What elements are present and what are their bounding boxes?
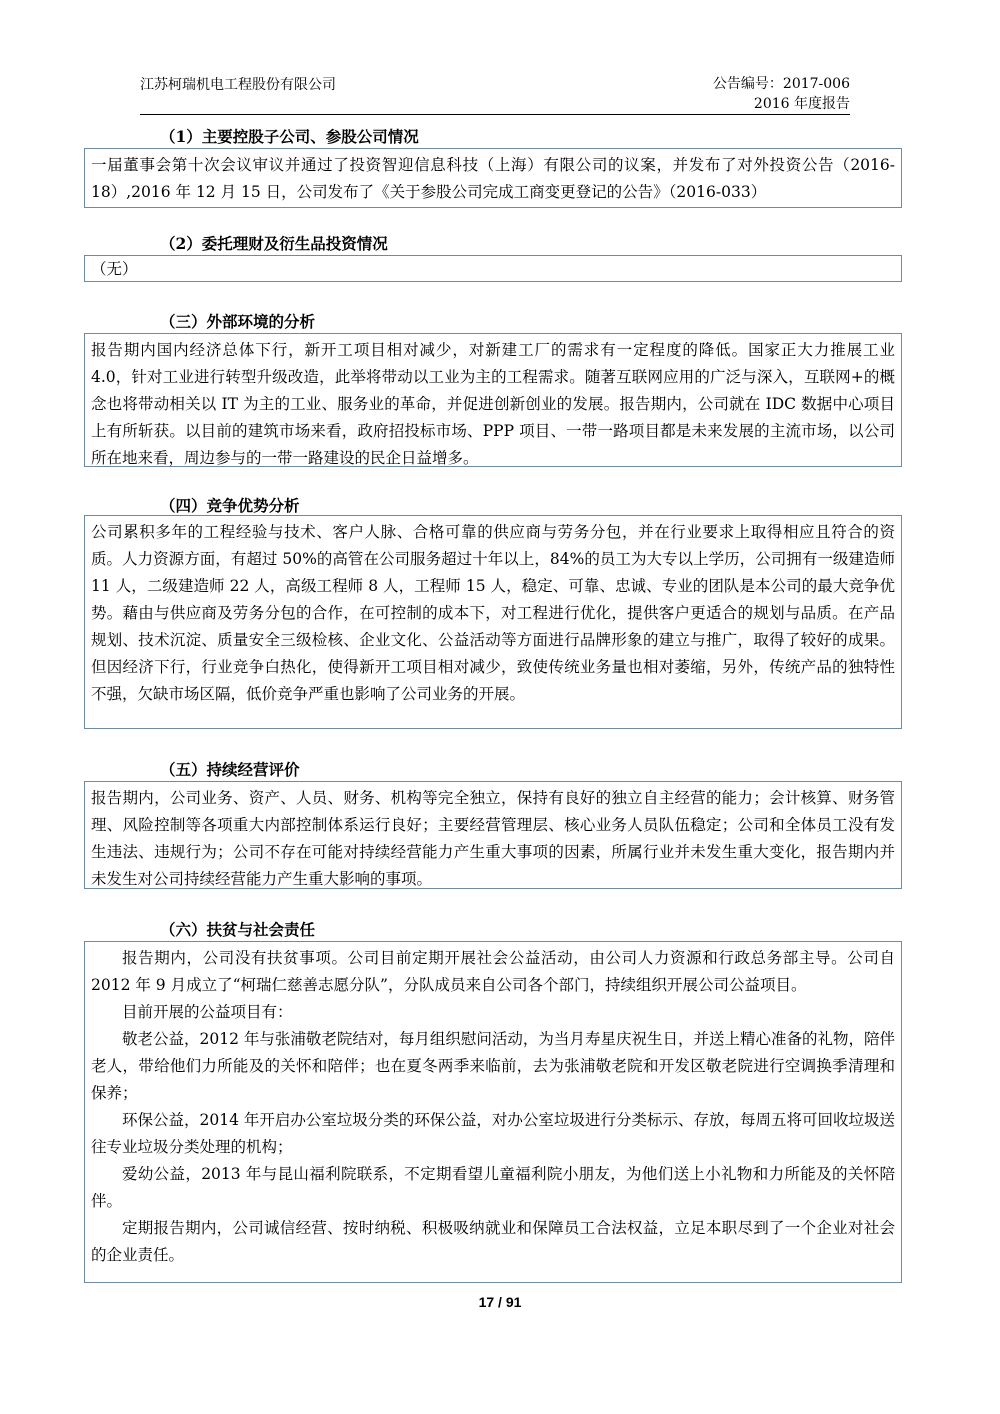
report-label: 2016 年度报告 (753, 96, 850, 112)
paragraph: 报告期内，公司业务、资产、人员、财务、机构等完全独立，保持有良好的独立自主经营的能力；会计核算、财务管理、风险控制等各项重大内部控制体系运行良好；主要经营管理层、核心业务人员队伍稳定；公司和全体员工没有发生违法、违规行为；公司不存在可能对持续经营能力产生重大事项的因素，所属行业并未发生重大变化，报告期内并未发生对公司持续经营能力产生重大影响的事项。 (91, 789, 895, 888)
header-right (713, 74, 850, 114)
paragraph: 报告期内，公司没有扶贫事项。公司目前定期开展社会公益活动，由公司人力资源和行政总务部主导。公司自 2012 年 9 月成立了“柯瑞仁慈善志愿分队”，分队成员来自公司各个部门，持续组织开展公司公益项目。 (91, 949, 895, 994)
section-title-social-responsibility: （六）扶贫与社会责任 (160, 920, 316, 939)
paragraph: 一届董事会第十次会议审议并通过了投资智迎信息科技（上海）有限公司的议案，并发布了对外投资公告（2016-18）,2016 年 12 月 15 日，公司发布了《关于参股公司完成工商变更登记的公告》（2016-033） (91, 156, 895, 201)
section-box-social-responsibility (84, 941, 902, 1283)
section-box-competitive-advantage (84, 515, 902, 729)
paragraph: 敬老公益，2012 年与张浦敬老院结对，每月组织慰问活动，为当月寿星庆祝生日，并送上精心准备的礼物，陪伴老人，带给他们力所能及的关怀和陪伴；也在夏冬两季来临前，去为张浦敬老院和开发区敬老院进行空调换季清理和保养； (91, 1030, 895, 1102)
paragraph: 爱幼公益，2013 年与昆山福利院联系，不定期看望儿童福利院小朋友，为他们送上小礼物和力所能及的关怀陪伴。 (91, 1165, 895, 1210)
paragraph: 定期报告期内，公司诚信经营、按时纳税、积极吸纳就业和保障员工合法权益，立足本职尽到了一个企业对社会的企业责任。 (91, 1219, 895, 1264)
section-title-subsidiaries: （1）主要控股子公司、参股公司情况 (160, 127, 419, 146)
paragraph: 环保公益，2014 年开启办公室垃圾分类的环保公益，对办公室垃圾进行分类标示、存放，每周五将可回收垃圾送往专业垃圾分类处理的机构； (91, 1111, 895, 1156)
paragraph: 报告期内国内经济总体下行，新开工项目相对减少，对新建工厂的需求有一定程度的降低。国家正大力推展工业 4.0，针对工业进行转型升级改造，此举将带动以工业为主的工程需求。随著互联网应用的广泛与深入，互联网+的概念也将带动相关以 IT 为主的工业、服务业的革命，并促进创新创业的发展。报告期内，公司就在 IDC 数据中心项目上有所斩获。以目前的建筑市场来看，政府招投标市场、PPP 项目、一带一路项目都是未来发展的主流市场，以公司所在地来看，周边参与的一带一路建设的民企日益增多。 (91, 341, 895, 467)
page-header (140, 70, 850, 115)
section-title-environment: （三）外部环境的分析 (160, 312, 316, 331)
section-box-investments (84, 255, 902, 282)
notice-number: 公告编号：2017-006 (712, 76, 850, 92)
paragraph: 公司累积多年的工程经验与技术、客户人脉、合格可靠的供应商与劳务分包，并在行业要求上取得相应且符合的资质。人力资源方面，有超过 50%的高管在公司服务超过十年以上，84%的员工为大专以上学历，公司拥有一级建造师 11 人，二级建造师 22 人，高级工程师 8 人，工程师 15 人，稳定、可靠、忠诚、专业的团队是本公司的最大竞争优势。藉由与供应商及劳务分包的合作，在可控制的成本下，对工程进行优化，提供客户更适合的规划与品质。在产品规划、技术沉淀、质量安全三级检核、企业文化、公益活动等方面进行品牌形象的建立与推广，取得了较好的成果。但因经济下行，行业竞争白热化，使得新开工项目相对减少，致使传统业务量也相对萎缩，另外，传统产品的独特性不强，欠缺市场区隔，低价竞争严重也影响了公司业务的开展。 (91, 523, 895, 703)
section-box-going-concern (84, 781, 902, 889)
paragraph: 目前开展的公益项目有： (122, 1003, 293, 1021)
section-box-subsidiaries (84, 148, 902, 208)
company-name: 江苏柯瑞机电工程股份有限公司 (140, 77, 336, 93)
section-title-investments: （2）委托理财及衍生品投资情况 (160, 234, 388, 253)
section-title-going-concern: （五）持续经营评价 (160, 760, 300, 779)
section-box-environment (84, 333, 902, 467)
paragraph: （无） (91, 260, 138, 278)
page-number: 17 / 91 (478, 1294, 522, 1310)
section-title-competitive-advantage: （四）竞争优势分析 (160, 496, 300, 515)
